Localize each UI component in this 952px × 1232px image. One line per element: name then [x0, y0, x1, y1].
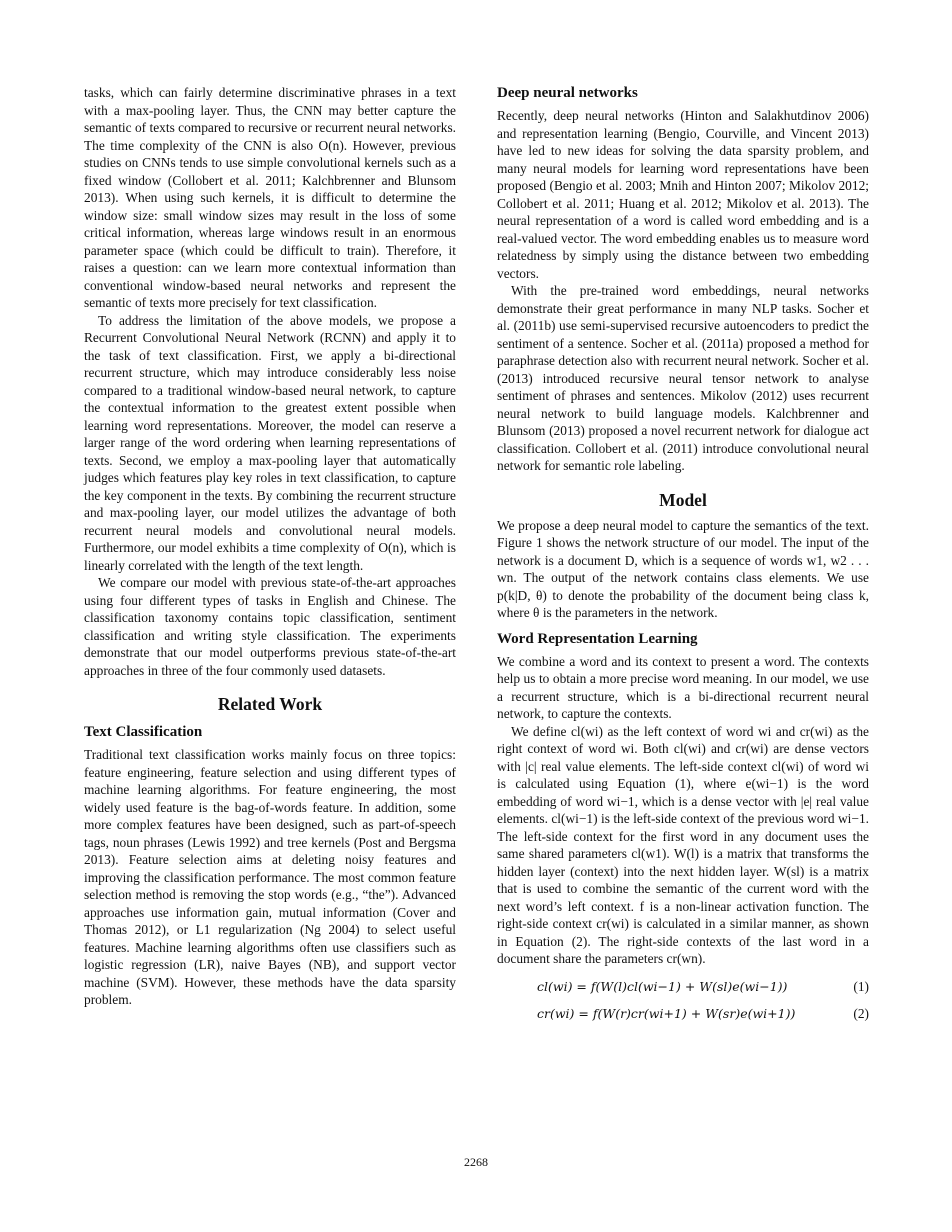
paragraph: With the pre-trained word embeddings, neural networks demonstrate their great performance in many NLP tasks. Socher et al. (2011b) use semi-supervised recursive autoencoders to predict the sentiment of a sentence. Socher et al. (2011a) proposed a method for paraphrase detection also with recurrent neural network. Socher et al. (2013) introduced recursive neural tensor network to analyse sentiment of phrases and sentences. Mikolov (2012) uses recurrent neural network to build language models. Kalchbrenner and Blunsom (2013) proposed a novel recurrent network for dialogue act classification. Collobert et al. (2011) introduce convolutional neural network for semantic role labeling.: [497, 283, 869, 473]
page-number: 2268: [464, 1155, 488, 1169]
equation-2: [497, 1005, 869, 1023]
paragraph: We propose a deep neural model to capture the semantics of the text. Figure 1 shows the network structure of our model. The input of the network is a document D, which is a sequence of words w1, w2 . . . wn. The output of the network contains class elements. We use p(k|D, θ) to denote the probability of the document being class k, where θ is the parameters in the network.: [497, 517, 869, 620]
equation-number: (2): [853, 1006, 869, 1021]
paragraph: We define cl(wi) as the left context of word wi and cr(wi) as the right context of word wi. Both cl(wi) and cr(wi) are dense vectors with |c| real value elements. The left-side context cl(wi) of word wi is calculated using Equation (1), where e(wi−1) is the word embedding of word wi−1, which is a dense vector with |e| real value elements. cl(wi−1) is the left-side context of the previous word wi−1. The left-side context for the first word in any document uses the same shared parameters cl(w1). W(l) is a matrix that transforms the hidden layer (context) into the next hidden layer. W(sl) is a matrix that is used to combine the semantic of the current word with the next word’s left context. f is a non-linear activation function. The right-side context cr(wi) is calculated in a similar manner, as shown in Equation (2). The right-side contexts of the last word in a document share the parameters cr(wn).: [497, 723, 869, 966]
right-column: [497, 84, 869, 1023]
equation-expression: cr(wi) = f(W(r)cr(wi+1) + W(sr)e(wi+1)): [537, 1006, 796, 1021]
paragraph: We combine a word and its context to present a word. The contexts help us to obtain a more precise word meaning. In our model, we use a recurrent structure, which is a bi-directional recurrent neural network, to capture the contexts.: [497, 653, 869, 721]
equation-1: [497, 978, 869, 996]
left-column: [84, 84, 456, 1009]
paragraph: To address the limitation of the above models, we propose a Recurrent Convolutional Neural Network (RCNN) and apply it to the task of text classification. First, we apply a bi-directional recurrent structure, which may introduce considerably less noise compared to a traditional window-based neural network, to capture the contextual information to the greatest extent possible when learning word representations. Moreover, the model can reserve a larger range of the word ordering when learning representations of texts. Second, we employ a max-pooling layer that automatically judges which features play key roles in text classification, to capture the key component in the texts. By combining the recurrent structure and max-pooling layer, our model utilizes the advantage of both recurrent neural models and convolutional neural models. Furthermore, our model exhibits a time complexity of O(n), which is linearly correlated with the length of the text length.: [84, 312, 456, 573]
subsection-heading-word-representation: Word Representation Learning: [497, 630, 698, 647]
subsection-heading-text-classification: Text Classification: [84, 724, 203, 740]
paragraph: Traditional text classification works mainly focus on three topics: feature engineering, feature selection and using different types of machine learning algorithms. For feature engineering, the most widely used feature is the bag-of-words feature. In addition, some more complex features have been designed, such as part-of-speech tags, noun phrases (Lewis 1992) and tree kernels (Post and Bergsma 2013). Feature selection aims at deleting noisy features and improving the classification performance. The most common feature selection method is removing the stop words (e.g., “the”). Advanced approaches use information gain, mutual information (Cover and Thomas 2012), or L1 regularization (Ng 2004) to select useful features. Machine learning algorithms often use classifiers such as logistic regression (LR), naive Bayes (NB), and support vector machine (SVM). However, these methods have the data sparsity problem.: [84, 747, 456, 1007]
section-heading-model: Model: [659, 489, 707, 510]
paragraph: We compare our model with previous state-of-the-art approaches using four different types of tasks in English and Chinese. The classification taxonomy contains topic classification, sentiment classification and writing style classification. The experiments demonstrate that our model outperforms previous state-of-the-art approaches in three of the four commonly used datasets.: [84, 575, 456, 678]
section-heading-related-work: Related Work: [217, 694, 323, 714]
equation-number: (1): [853, 978, 869, 994]
paragraph: Recently, deep neural networks (Hinton and Salakhutdinov 2006) and representation learning (Bengio, Courville, and Vincent 2013) have led to new ideas for solving the data sparsity problem, and many neural models for learning word representations have been proposed (Bengio et al. 2003; Mnih and Hinton 2007; Mikolov 2012; Collobert et al. 2011; Huang et al. 2012; Mikolov et al. 2013). The neural representation of a word is called word embedding and is a real-valued vector. The word embedding enables us to measure word relatedness by simply using the distance between two embedding vectors.: [497, 108, 869, 281]
equation-expression: cl(wi) = f(W(l)cl(wi−1) + W(sl)e(wi−1)): [537, 978, 788, 994]
subsection-heading-deep-neural-networks: Deep neural networks: [497, 85, 638, 101]
paragraph: tasks, which can fairly determine discriminative phrases in a text with a max-pooling layer. Thus, the CNN may better capture the semantic of texts compared to recursive or recurrent neural networks. The time complexity of the CNN is also O(n). However, previous studies on CNNs tends to use simple convolutional kernels such as a fixed window (Collobert et al. 2011; Kalchbrenner and Blunsom 2013). When using such kernels, it is difficult to determine the window size: small window sizes may result in the loss of some critical information, whereas large windows result in an enormous parameter space (which could be difficult to train). Therefore, it raises a question: can we learn more contextual information than conventional window-based neural networks and represent the semantic of texts more precisely for text classification.: [84, 85, 456, 310]
